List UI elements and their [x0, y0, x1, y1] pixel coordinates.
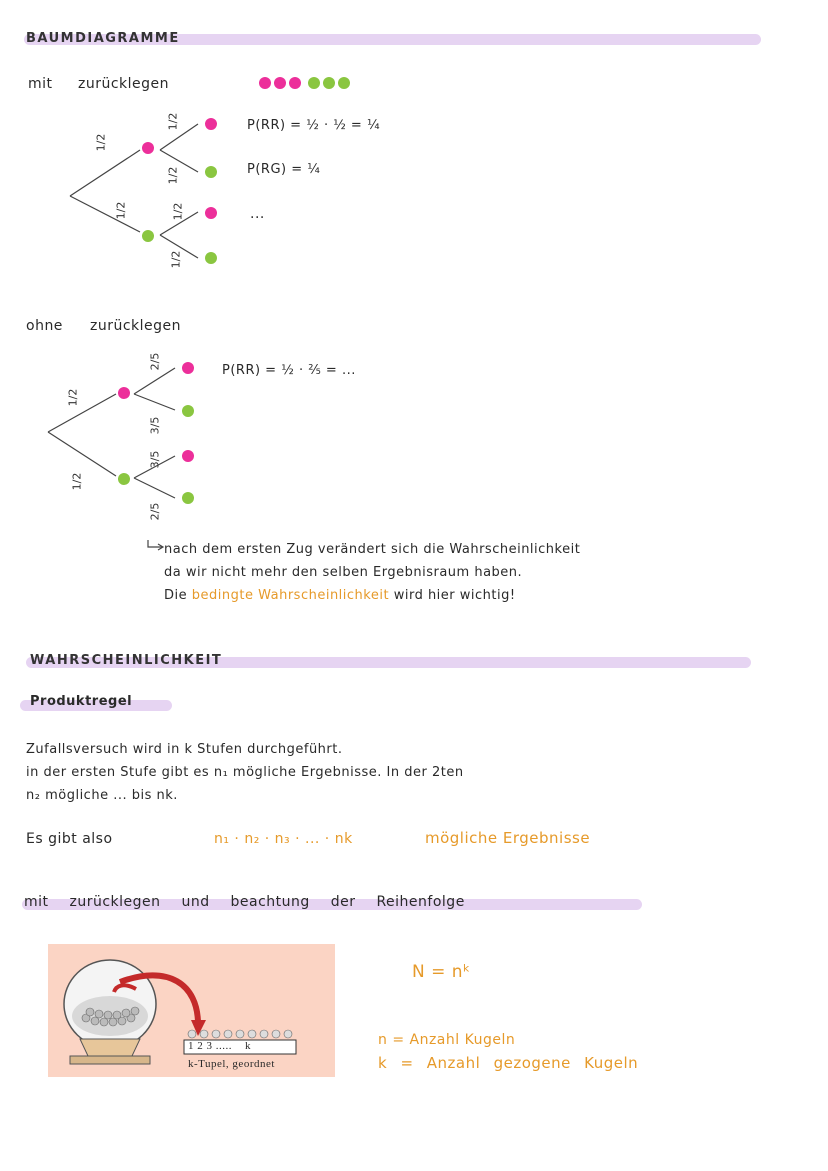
fraction: 1/2 — [114, 201, 128, 220]
subtitle-produktregel: Produktregel — [30, 694, 133, 709]
note-wichtig: wird hier wichtig! — [393, 588, 516, 603]
pink-ball — [205, 207, 217, 219]
fraction: 1/2 — [169, 250, 183, 269]
ball-row — [259, 77, 350, 89]
fraction: 1/2 — [94, 133, 108, 152]
pink-ball — [182, 362, 194, 374]
section-title-mit-zuruecklegen: mit zurücklegen und beachtung der Reihenfolge — [24, 894, 465, 910]
tree-1-branches — [70, 124, 198, 258]
urn-illustration — [48, 944, 335, 1077]
pink-ball — [142, 142, 154, 154]
legend-n: n = Anzahl Kugeln — [378, 1032, 516, 1048]
fraction: 1/2 — [70, 472, 84, 491]
pink-ball — [205, 118, 217, 130]
formula-n-hoch-k: N = nᵏ — [412, 962, 471, 982]
fraction: 3/5 — [148, 450, 162, 469]
green-ball — [182, 492, 194, 504]
pink-ball — [274, 77, 286, 89]
fraction: 3/5 — [148, 416, 162, 435]
es-gibt-also: Es gibt also — [26, 831, 113, 847]
green-ball — [323, 77, 335, 89]
probability-rr: P(RR) = ½ · ½ = ¼ — [247, 118, 381, 133]
fraction: 1/2 — [66, 388, 80, 407]
pink-ball — [259, 77, 271, 89]
fraction: 1/2 — [171, 202, 185, 221]
pink-ball — [289, 77, 301, 89]
green-ball — [118, 473, 130, 485]
section-title-baumdiagramme: BAUMDIAGRAMME — [26, 31, 180, 46]
fraction: 2/5 — [148, 502, 162, 521]
tree-1-balls — [142, 118, 217, 264]
pink-ball — [118, 387, 130, 399]
note-line-3 — [164, 588, 516, 603]
green-ball — [308, 77, 320, 89]
green-ball — [142, 230, 154, 242]
urn-caption: k-Tupel, geordnet — [188, 1058, 275, 1070]
fraction: 1/2 — [166, 166, 180, 185]
pink-ball — [182, 450, 194, 462]
fraction: 2/5 — [148, 352, 162, 371]
green-ball — [205, 166, 217, 178]
note-arrow — [148, 540, 163, 550]
green-ball — [205, 252, 217, 264]
moegliche-ergebnisse: mögliche Ergebnisse — [425, 829, 591, 847]
text-line-2: in der ersten Stufe gibt es n₁ mögliche Ergebnisse. In der 2ten — [26, 765, 464, 780]
label-zuruecklegen: zurücklegen — [78, 76, 170, 92]
label-ohne: ohne — [26, 318, 63, 334]
probability-rr-2: P(RR) = ½ · ⅖ = ... — [222, 363, 356, 378]
product-formula: n₁ · n₂ · n₃ · ... · nk — [214, 831, 353, 847]
ellipsis: ... — [250, 206, 265, 222]
note-line-1: nach dem ersten Zug verändert sich die Wahrscheinlichkeit — [164, 542, 581, 557]
label-zuruecklegen-2: zurücklegen — [90, 318, 182, 334]
probability-rg: P(RG) = ¼ — [247, 162, 321, 177]
section-title-wahrscheinlichkeit: WAHRSCHEINLICHKEIT — [30, 653, 223, 668]
green-ball — [338, 77, 350, 89]
text-line-3: n₂ mögliche ... bis nk. — [26, 788, 178, 803]
fraction: 1/2 — [166, 112, 180, 131]
green-ball — [182, 405, 194, 417]
text-line-1: Zufallsversuch wird in k Stufen durchgeführt. — [26, 742, 343, 757]
urn-slot-labels: 1 2 3 ..... k — [188, 1040, 251, 1052]
note-bedingte: bedingte Wahrscheinlichkeit — [191, 588, 390, 603]
label-mit: mit — [28, 76, 53, 92]
legend-k: k = Anzahl gezogene Kugeln — [378, 1054, 639, 1072]
note-line-2: da wir nicht mehr den selben Ergebnisraum haben. — [164, 565, 523, 580]
note-die: Die — [164, 588, 188, 603]
